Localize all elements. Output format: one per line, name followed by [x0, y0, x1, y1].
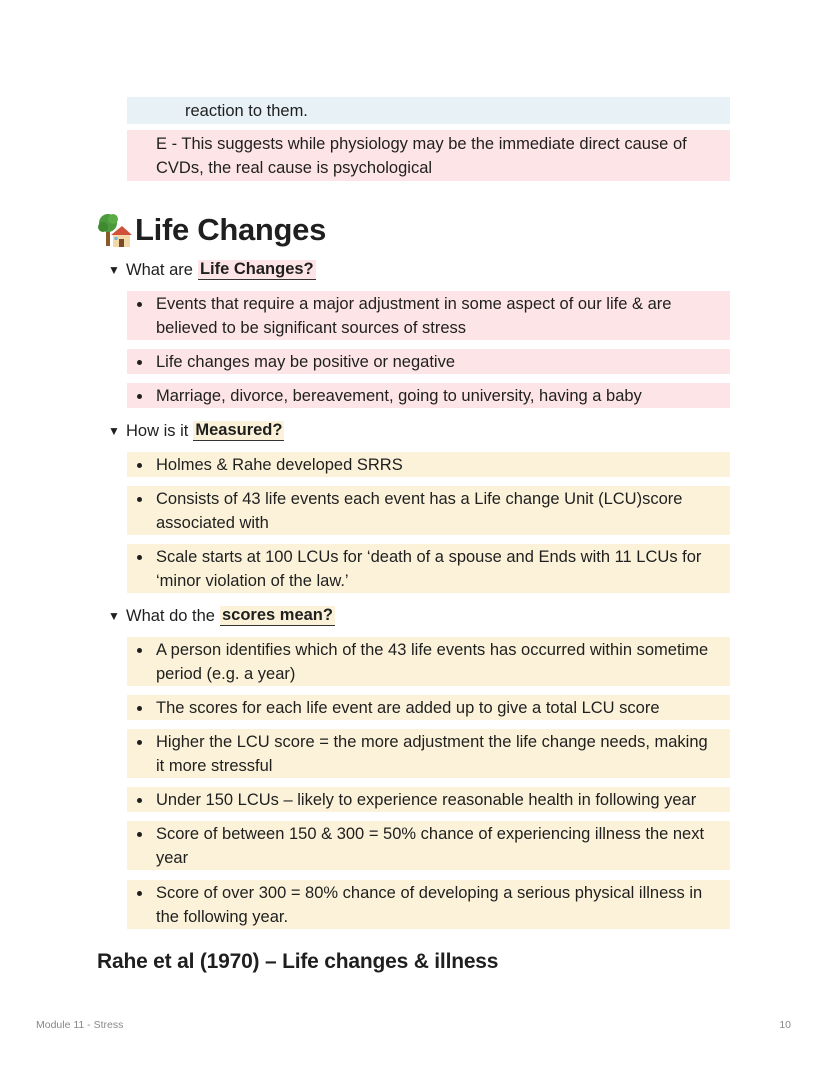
bullet-icon [137, 394, 142, 399]
bullet-icon [137, 497, 142, 502]
list-item-text: A person identifies which of the 43 life events has occurred within sometime period (e.g. a year) [156, 641, 709, 683]
list-item [127, 291, 730, 340]
toggle-prefix: What are [126, 260, 193, 279]
list-item [127, 486, 730, 535]
list-item [127, 452, 730, 477]
list-item [127, 695, 730, 720]
toggle-keyword: scores mean? [221, 606, 333, 624]
list-item [127, 349, 730, 374]
bullet-icon [137, 463, 142, 468]
list-item [127, 383, 730, 408]
triangle-down-icon[interactable]: ▼ [108, 263, 120, 277]
bullet-icon [137, 706, 142, 711]
toggle-scores-mean[interactable] [108, 604, 335, 628]
evaluation-callout [127, 130, 730, 181]
subheading-rahe: Rahe et al (1970) – Life changes & illness [97, 950, 499, 973]
footer-module-label: Module 11 - Stress [36, 1019, 124, 1031]
toggle-life-changes[interactable] [108, 258, 316, 282]
toggle-measured[interactable] [108, 419, 284, 443]
list-item-text: Score of over 300 = 80% chance of developing a serious physical illness in the following year. [156, 884, 703, 926]
list-item [127, 880, 730, 929]
section-heading [97, 208, 326, 252]
tree-house-icon [97, 211, 133, 249]
list-item [127, 787, 730, 812]
list-item-text: Score of between 150 & 300 = 50% chance of experiencing illness the next year [156, 825, 705, 867]
list-item [127, 821, 730, 870]
triangle-down-icon[interactable]: ▼ [108, 424, 120, 438]
toggle-prefix: What do the [126, 606, 215, 625]
list-item [127, 544, 730, 593]
list-item-text: Higher the LCU score = the more adjustment the life change needs, making it more stressful [156, 733, 708, 775]
bullet-icon [137, 798, 142, 803]
footer-page-number: 10 [779, 1019, 791, 1031]
triangle-down-icon[interactable]: ▼ [108, 609, 120, 623]
bullet-icon [137, 832, 142, 837]
bullet-icon [137, 302, 142, 307]
list-item-text: Marriage, divorce, bereavement, going to university, having a baby [156, 387, 642, 405]
bullet-icon [137, 891, 142, 896]
toggle-keyword: Life Changes? [199, 260, 314, 278]
bullet-icon [137, 740, 142, 745]
continuation-text: reaction to them. [185, 102, 308, 120]
list-item-text: Life changes may be positive or negative [156, 353, 456, 371]
list-item-text: Events that require a major adjustment in some aspect of our life & are believed to be significant sources of stress [156, 295, 672, 337]
section-title: Life Changes [135, 212, 327, 247]
bullet-icon [137, 555, 142, 560]
list-item-text: Under 150 LCUs – likely to experience reasonable health in following year [156, 791, 697, 809]
bullet-icon [137, 648, 142, 653]
list-item-text: The scores for each life event are added up to give a total LCU score [156, 699, 660, 717]
toggle-prefix: How is it [126, 421, 189, 440]
list-item-text: Holmes & Rahe developed SRRS [156, 456, 403, 474]
bullet-icon [137, 360, 142, 365]
list-item [127, 729, 730, 778]
list-item [127, 637, 730, 686]
list-item-text: Scale starts at 100 LCUs for ‘death of a spouse and Ends with 11 LCUs for ‘minor violation of the law.’ [156, 548, 702, 590]
toggle-keyword: Measured? [195, 421, 283, 439]
continuation-callout [127, 97, 730, 124]
list-item-text: Consists of 43 life events each event has a Life change Unit (LCU)score associated with [156, 490, 683, 532]
evaluation-text: E - This suggests while physiology may be the immediate direct cause of CVDs, the real cause is psychological [156, 135, 687, 177]
